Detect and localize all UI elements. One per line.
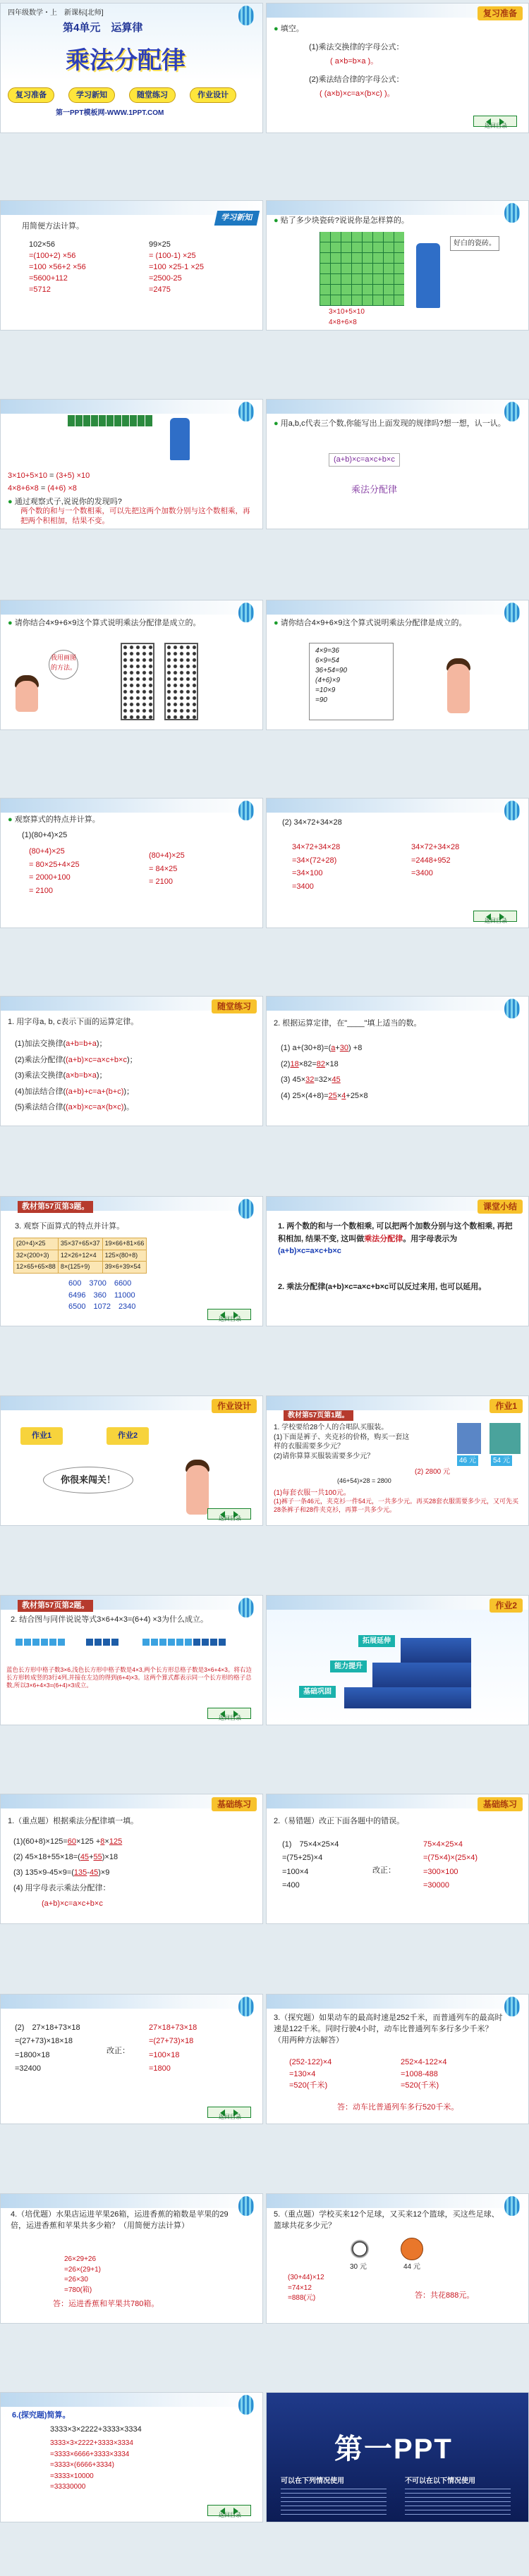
question: 用简便方法计算。 [22, 222, 84, 230]
thought-bubble: 我用画图的方法。 [49, 650, 78, 679]
girl-figure [186, 1465, 209, 1515]
law-name: 乘法分配律 [351, 484, 398, 495]
question: 2.（易错题）改正下面各题中的错误。 [274, 1817, 405, 1825]
grid-blue [15, 1637, 66, 1648]
calc-col-2: 34×72+34×28 =2448+952 =3400 [411, 843, 460, 878]
usage-allowed: 可以在下列情况使用 [281, 2477, 344, 2485]
slide-dots-1: ● 请你结合4×9+6×9这个算式说明乘法分配律是成立的。 我用画图的方法。 [0, 600, 263, 730]
tag-hw1: 作业1 [490, 1399, 523, 1413]
question: 用a,b,c代表三个数,你能写出上面发现的规律吗?想一想，认一认。 [280, 419, 506, 428]
work: 26×29+26 =26×(29+1) =26×30 =780(箱) [64, 2255, 101, 2294]
expr-row-1: 3×10+5×10 = (3+5) ×10 [8, 472, 90, 480]
slide-textbook-3: 教材第57页第3题。 3. 观察下面算式的特点并计算。 (20+4)×25 35×37+65×37 19×66+81×66 32×(200+3) 12×26+12×4 125×(80+8) 12×65+65×88 8×(125+9) 39×6+39×54 600 3700 6600 6496 360 11000 6500 1072 2340 返回目录 [0, 1196, 263, 1326]
dot-array-right [164, 643, 198, 720]
football-price: 30 元 [350, 2263, 367, 2271]
homework-1-button[interactable]: 作业1 [20, 1427, 63, 1445]
usage-lines-left [281, 2489, 387, 2517]
question: 3.（探究题）如果动车的最高时速是252千米，而普通列车的最高时速是122千米。同时行驶4小时，动车比普通列车多行多少千米？（用两种方法解答） [274, 2014, 503, 2045]
correct-work: 75×4×25×4 =(75×4)×(25×4) =300×100 =30000 [423, 1840, 478, 1890]
tag-hw2: 作业2 [490, 1598, 523, 1613]
balloon-icon [504, 203, 520, 223]
calc-col-1: 102×56 =(100+2) ×56 =100 ×56+2 ×56 =5600+112 =5712 [29, 240, 86, 294]
explanation: 蓝色长方形中格子数3×6,浅色长方形中格子数是4×3,两个长方形总格子数是3×6+4×3。将右边长方形转成竖的3行4列,并接在左边的得到(6+4)×3。这两个算式都表示同一个长方形的格子总数,所以3×6+4×3=(6+4)×3成立。 [6, 1666, 252, 1689]
work: 3333×3×2222+3333×3334 =3333×6666+3333×3334 =3333×(6666+3334) =3333×10000 =33330000 [50, 2439, 133, 2491]
stair-step-1 [344, 1687, 471, 1708]
level-basic[interactable]: 基础巩固 [299, 1686, 336, 1698]
correction-label: 改正： [107, 2047, 130, 2055]
calc-col-1: (80+4)×25 = 80×25+4×25 = 2000+100 = 2100 [29, 847, 80, 896]
tag-review: 复习准备 [478, 6, 523, 20]
fill-list: (1)(60+8)×125=60×125 +8×125 (2) 45×18+55×18=(45+55)×18 (3) 135×9-45×9=(135-45)×9 (4) 用字母表示乘法分配律： (a+b)×c=a×c+b×c [13, 1837, 123, 1908]
slide-practice-1 [0, 996, 263, 1126]
pill-new-lesson[interactable]: 学习新知 [68, 87, 115, 103]
slide-observe: 3×10+5×10 = (3+5) ×10 4×8+6×8 = (4+6) ×8 ● 通过观察式子,说说你的发现吗? 两个数的和与一个数相乘，可以先把这两个加数分别与这个数相乘，再把两个积相加，结果不变。 [0, 399, 263, 529]
boy-figure [447, 664, 470, 713]
question: 5.（重点题）学校买来12个足球，又买来12个篮球，买这些足球、篮球共花多少元？ [274, 2210, 499, 2230]
jacket-image [490, 1423, 521, 1454]
textbook-head: 教材第57页第2题。 [18, 1600, 93, 1612]
pill-homework[interactable]: 作业设计 [190, 87, 236, 103]
girl-figure [16, 681, 38, 712]
slide-title [0, 3, 263, 133]
answer: 答：运进香蕉和苹果共780箱。 [53, 2300, 159, 2308]
balloon-icon [238, 1199, 254, 1219]
slide-explore-train [266, 1994, 529, 2124]
expr-row-2: 4×8+6×8 = (4+6) ×8 [8, 484, 77, 493]
summary-1: 1. 两个数的和与一个数相乘, 可以把两个加数分别与这个数相乘, 再把积相加, 结果不变, 这叫做乘法分配律。用字母表示为(a+b)×c=a×c+b×c [278, 1222, 513, 1256]
answer: (2) 2800 元 [415, 1468, 451, 1476]
tag-new: 学习新知 [214, 211, 260, 226]
balloon-icon [504, 402, 520, 421]
lesson-title: 乘法分配律 [66, 47, 186, 74]
work: (30+44)×12 =74×12 =888(元) [288, 2274, 324, 2302]
wrong-work: (2) 27×18+73×18 =(27+73)×18×18 =1800×18 =32400 [15, 2023, 80, 2073]
question: 填空。 [280, 25, 304, 33]
table-row: 12×65+65×88 8×(125+9) 39×6+39×54 [14, 1262, 147, 1274]
question: 1. 用字母a, b, c表示下面的运算定律。 [8, 1018, 139, 1026]
speech-bubble: 你很来闯关！ [43, 1467, 133, 1493]
slide-explore-calc: 6.(探究题)简算。 3333×3×2222+3333×3334 3333×3×2222+3333×3334 =3333×6666+3333×3334 =3333×(6666+3334) =3333×10000 =33330000 返回目录 [0, 2392, 263, 2522]
pants-price: 46 元 [457, 1455, 478, 1466]
worker-figure [170, 418, 190, 460]
line-commutative: (1)乘法交换律的字母公式： [309, 43, 404, 51]
balloon-icon [504, 999, 520, 1018]
balloon-icon [238, 2395, 254, 2415]
question: 6.(探究题)简算。 [12, 2411, 71, 2420]
answer-commutative: ( a×b=b×a )。 [330, 57, 379, 66]
question: 观察算式的特点并计算。 [14, 815, 100, 824]
expr-2: 4×8+6×8 [329, 319, 357, 326]
work-2: (1)每套衣服一共100元。 [274, 1489, 351, 1497]
basketball-icon [401, 2238, 423, 2260]
balloon-icon [504, 603, 520, 622]
expr-1: 3×10+5×10 [329, 308, 365, 316]
slide-new-lesson-2: ● 贴了多少块瓷砖?说说你是怎样算的。 好白的瓷砖。 3×10+5×10 4×8+6×8 [266, 200, 529, 331]
slide-dots-2: ● 请你结合4×9+6×9这个算式说明乘法分配律是成立的。 4×9=36 6×9=54 36+54=90 (4+6)×9 =10×9 =90 [266, 600, 529, 730]
correction-label: 改正： [372, 1866, 396, 1875]
textbook-head: 教材第57页第1题。 [284, 1410, 353, 1421]
question: 请你结合4×9+6×9这个算式说明乘法分配律是成立的。 [14, 619, 201, 627]
homework-2-button[interactable]: 作业2 [107, 1427, 149, 1445]
balloon-icon [238, 6, 254, 25]
question: 4.（培优题）水果店运进苹果26箱，运进香蕉的箱数是苹果的29倍，运进香蕉和苹果共多少箱？（用简便方法计算） [11, 2210, 229, 2230]
tag-basic: 基础练习 [212, 1797, 257, 1811]
balloon-icon [504, 2196, 520, 2216]
unit-title: 第4单元 运算律 [63, 22, 143, 34]
question: 1.（重点题）根据乘法分配律填一填。 [8, 1817, 139, 1825]
nav-label[interactable]: 返回目录 [485, 123, 507, 129]
stair-step-3 [401, 1638, 471, 1663]
slide-brand [266, 2392, 529, 2522]
question: 贴了多少块瓷砖?说说你是怎样算的。 [280, 216, 409, 225]
slide-basic-2 [266, 1794, 529, 1924]
bullet-icon: ● [274, 25, 279, 33]
grid-dark [85, 1637, 119, 1648]
usage-lines-right [405, 2489, 511, 2517]
slide-fruit [0, 2193, 263, 2324]
problem-text: 1. 学校要给28个人的合唱队买服装。 (1)下面是裤子、夹克衫的价格，购买一套这样的衣服需要多少元？ (2)请你算算买服装需要多少元？ [274, 1424, 410, 1460]
pill-review[interactable]: 复习准备 [8, 87, 54, 103]
line-associative: (2)乘法结合律的字母公式： [309, 75, 404, 84]
balloon-icon [238, 1997, 254, 2016]
slide-balls [266, 2193, 529, 2324]
correct-work: 27×18+73×18 =(27+73)×18 =100×18 =1800 [149, 2023, 197, 2073]
textbook-head: 教材第57页第3题。 [18, 1201, 93, 1213]
answer: 答：共花888元。 [415, 2291, 475, 2300]
site-footer: 第一PPT模板网-WWW.1PPT.COM [56, 109, 164, 117]
jacket-price: 54 元 [491, 1455, 512, 1466]
balloon-icon [238, 801, 254, 820]
usage-forbidden: 不可以在以下情况使用 [405, 2477, 475, 2485]
slide-law: ● 用a,b,c代表三个数,你能写出上面发现的规律吗?想一想，认一认。 (a+b)×c=a×c+b×c 乘法分配律 [266, 399, 529, 529]
notebook: 4×9=36 6×9=54 36+54=90 (4+6)×9 =10×9 =90 [309, 643, 394, 720]
slide-summary [266, 1196, 529, 1326]
question: 请你结合4×9+6×9这个算式说明乘法分配律是成立的。 [280, 619, 467, 627]
law-list: (1)加法交换律(a+b=b+a)； (2)乘法分配律((a+b)×c=a×c+b×c)； (3)乘法交换律(a×b=b×a)； (4)加法结合律((a+b)+c=a+(b+c))； (5)乘法结合律((a×b)×c=a×(b×c))。 [15, 1040, 138, 1112]
tag-summary: 课堂小结 [478, 1200, 523, 1214]
calc-col-1: 34×72+34×28 =34×(72+28) =34×100 =3400 [292, 843, 341, 892]
balloon-icon [504, 801, 520, 820]
answers: 600 3700 6600 6496 360 11000 6500 1072 2340 [68, 1279, 136, 1311]
method-2: 252×4-122×4 =1008-488 =520(千米) [401, 2058, 447, 2090]
slide-textbook-2: 教材第57页第2题。 2. 结合图与同伴说说等式3×6+4×3=(6+4) ×3为什么成立。 蓝色长方形中格子数3×6,浅色长方形中格子数是4×3,两个长方形总格子数是3×6+4×3。将右边长方形转成竖的3行4列,并接在左边的得到(6+4)×3。这两个算式都表示同一个长方形的格子总数,所以3×6+4×3=(6+4)×3成立。 返回目录 [0, 1595, 263, 1725]
work-1: (46+54)×28 = 2800 [337, 1477, 391, 1484]
question: 通过观察式子,说说你的发现吗? [14, 498, 122, 506]
slide-calc-2: (2) 34×72+34×28 34×72+34×28 =34×(72+28) =34×100 =3400 34×72+34×28 =2448+952 =3400 返回目录 [266, 798, 529, 928]
balloon-icon [238, 603, 254, 622]
grid-combined [142, 1637, 226, 1648]
tag-homework: 作业设计 [212, 1399, 257, 1413]
tag-practice: 随堂练习 [212, 999, 257, 1013]
level-advanced[interactable]: 能力提升 [330, 1660, 367, 1672]
question: 2. 结合图与同伴说说等式3×6+4×3=(6+4) ×3为什么成立。 [11, 1615, 208, 1624]
slide-calc-1: ● 观察算式的特点并计算。 (1)(80+4)×25 (80+4)×25 = 80×25+4×25 = 2000+100 = 2100 (80+4)×25 = 84×25 = 2100 [0, 798, 263, 928]
balloon-icon [238, 402, 254, 421]
tile-wall [320, 232, 404, 306]
dot-array-left [121, 643, 154, 720]
slide-homework-menu: 作业设计 作业1 作业2 你很来闯关！ 返回目录 [0, 1395, 263, 1526]
subtitle: (1)(80+4)×25 [22, 831, 68, 839]
subtitle: (2) 34×72+34×28 [282, 818, 342, 827]
course-header: 四年级数学・上 新课标[北师] [8, 9, 104, 17]
slide-review [266, 3, 529, 133]
answer-associative: ( (a×b)×c=a×(b×c) )。 [320, 90, 395, 98]
slide-new-lesson-1 [0, 200, 263, 331]
pants-image [457, 1423, 481, 1454]
fill-list: (1) a+(30+8)=(a+30) +8 (2)18×82=82×18 (3) 45×32=32×45 (4) 25×(4+8)=25×4+25×8 [281, 1044, 368, 1100]
answer: 答：动车比普通列车多行520千米。 [337, 2103, 459, 2112]
formula: (a+b)×c=a×c+b×c [329, 453, 400, 467]
slide-homework-1 [266, 1395, 529, 1526]
slide-homework-2 [266, 1595, 529, 1725]
expr-table [13, 1238, 147, 1274]
wrong-work: (1) 75×4×25×4 =(75+25)×4 =100×4 =400 [282, 1840, 339, 1890]
pill-practice[interactable]: 随堂练习 [129, 87, 176, 103]
summary-2: 2. 乘法分配律(a+b)×c=a×c+b×c可以反过来用, 也可以延用。 [278, 1283, 487, 1291]
method-1: (252-122)×4 =130×4 =520(千米) [289, 2058, 332, 2090]
level-extension[interactable]: 拓展延伸 [358, 1635, 395, 1647]
finding: 两个数的和与一个数相乘，可以先把这两个加数分别与这个数相乘，再把两个积相加，结果不变。 [20, 507, 250, 525]
football-icon [348, 2238, 371, 2260]
slide-basic-1 [0, 1794, 263, 1924]
worker-figure [416, 243, 440, 308]
table-row: (20+4)×25 35×37+65×37 19×66+81×66 [14, 1238, 147, 1250]
balloon-icon [504, 1997, 520, 2016]
expression: 3333×3×2222+3333×3334 [50, 2425, 142, 2434]
explanation: (1)裤子一条46元，夹克衫一件54元，一共多少元。再买28套衣服需要多少元，又可先买28条裤子和28件夹克衫，再算一共多少元。 [274, 1498, 519, 1513]
tile-strip [68, 415, 152, 426]
basketball-price: 44 元 [403, 2263, 420, 2271]
calc-col-2: (80+4)×25 = 84×25 = 2100 [149, 851, 185, 887]
brand-logo: 第一PPT [334, 2434, 453, 2465]
stair-step-2 [372, 1663, 471, 1687]
question: 2. 根据运算定律，在"____"填上适当的数。 [274, 1019, 422, 1028]
speech-bubble: 好白的瓷砖。 [450, 236, 499, 251]
slide-basic-3: (2) 27×18+73×18 =(27+73)×18×18 =1800×18 =32400 改正： 27×18+73×18 =(27+73)×18 =100×18 =1800 返回目录 [0, 1994, 263, 2124]
slide-practice-2 [266, 996, 529, 1126]
tag-basic: 基础练习 [478, 1797, 523, 1811]
table-row: 32×(200+3) 12×26+12×4 125×(80+8) [14, 1250, 147, 1262]
calc-col-2: 99×25 = (100-1) ×25 =100 ×25-1 ×25 =2500-25 =2475 [149, 240, 204, 294]
question: 3. 观察下面算式的特点并计算。 [15, 1222, 125, 1231]
